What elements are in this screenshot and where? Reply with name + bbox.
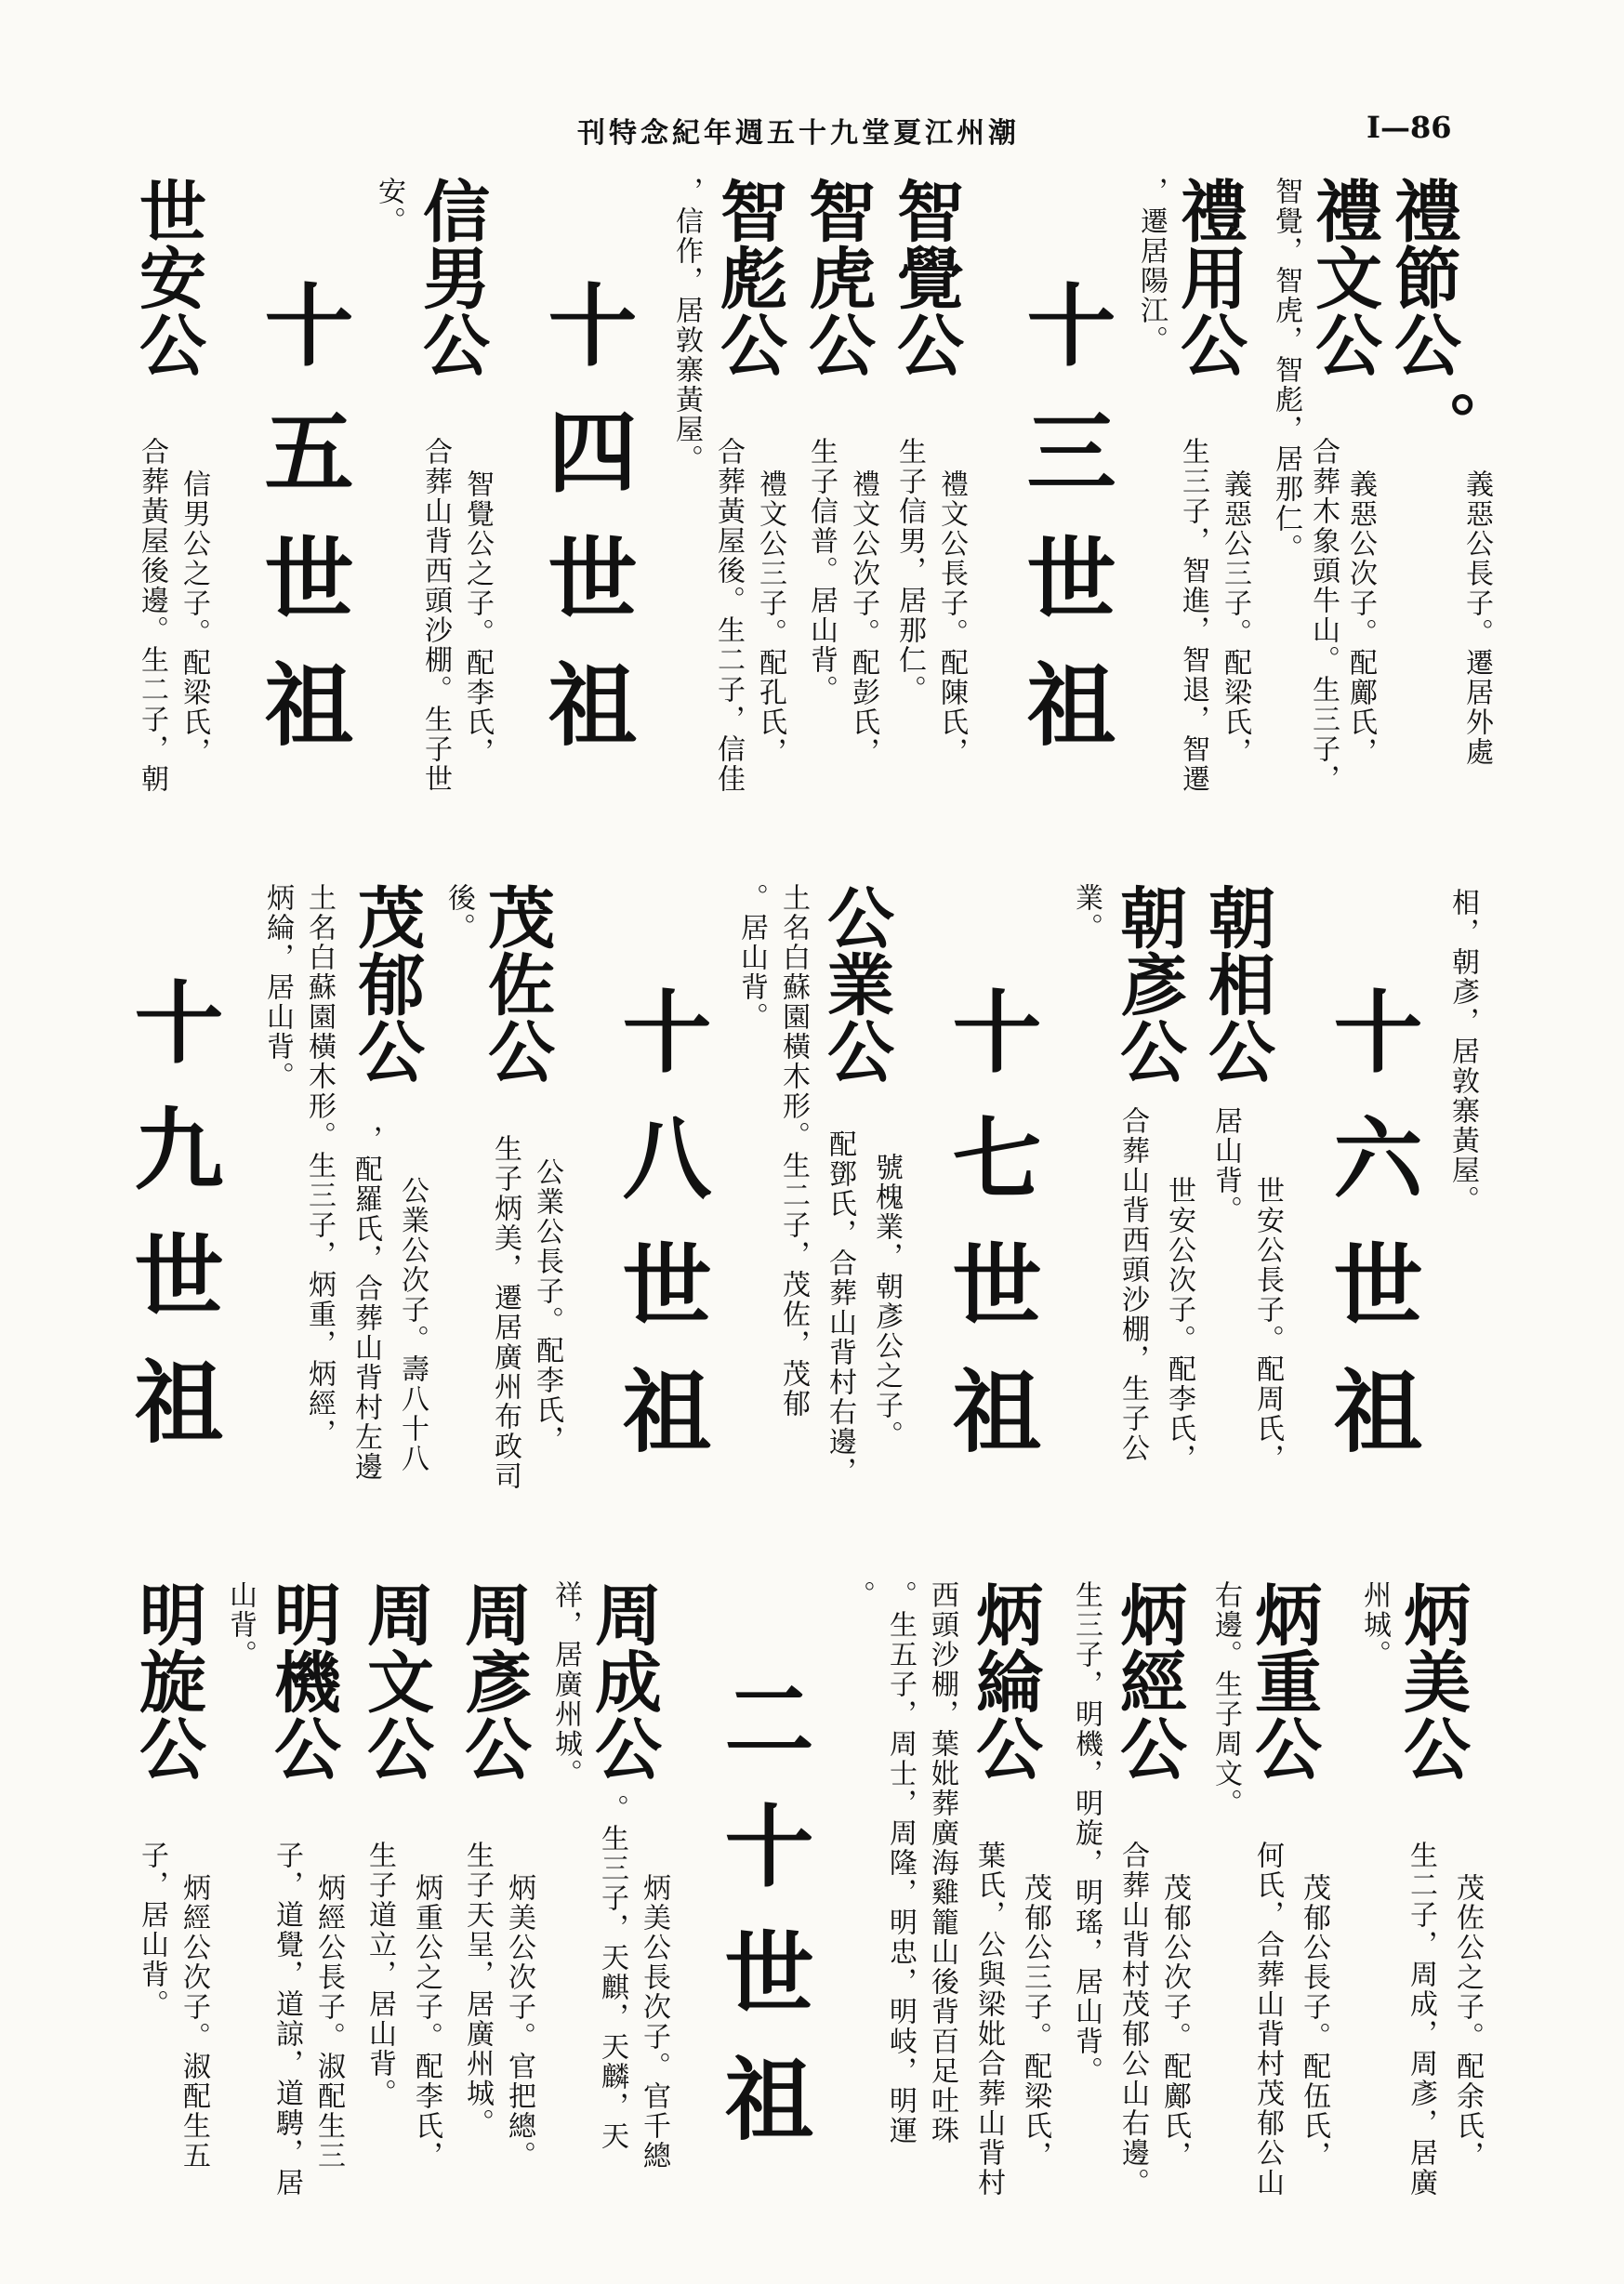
entry-note: 合葬黃屋後邊。生二子，朝 [136, 437, 168, 794]
entry-continuation: 炳綸，居山背。 [261, 883, 294, 1091]
entry-note: 合葬木象頭牛山。生三子， [1307, 437, 1340, 794]
entry-continuation: 州城。 [1358, 1580, 1391, 1670]
entry-note: 義惡公長子。遷居外處 [1460, 469, 1493, 767]
entry-name-chaoyan: 朝彥公 [1109, 883, 1188, 1084]
page-header [0, 110, 1624, 156]
entry-note: 生三子，智進，智退，智遷 [1177, 437, 1209, 794]
entry-name-mingji: 明機公 [263, 1580, 342, 1781]
entry-name-maozuo: 茂佐公 [477, 883, 556, 1084]
entry-note: 子，居山背。 [136, 1841, 168, 2019]
generation-heading-14: 十四世祖 [534, 279, 639, 785]
entry-continuation: 相，朝彥，居敦寨黃屋。 [1446, 888, 1479, 1215]
entry-name-bingzhong: 炳重公 [1244, 1580, 1323, 1781]
entry-continuation: 安。 [373, 177, 405, 236]
entry-note: 合葬山背西頭沙棚，生子公 [1116, 1106, 1149, 1463]
entry-continuation: ，信作，居敦寨黃屋。 [670, 177, 703, 474]
entry-continuation: 右邊。生子周文。 [1209, 1580, 1242, 1818]
entry-continuation: 土名白蘇園橫木形。生二子，茂佐，茂郁 [777, 883, 810, 1419]
entry-note: 禮文公長子。配陳氏， [935, 469, 968, 767]
entry-name-zhouyan: 周彥公 [454, 1580, 533, 1781]
entry-note: 生子天呈，居廣州城。 [461, 1841, 494, 2138]
entry-name-gongye: 公業公 [816, 883, 895, 1084]
entry-note: 世安公次子。配李氏， [1163, 1176, 1195, 1473]
entry-note: 生二子，周成，周彥，居廣 [1405, 1841, 1437, 2198]
entry-note: 禮文公次子。配彭氏， [847, 469, 879, 767]
entry-note: 子，道覺，道諒，道騁，居 [271, 1841, 303, 2198]
generation-heading-15: 十五世祖 [250, 279, 355, 785]
entry-name-shian: 世安公 [128, 177, 207, 377]
entry-note: 合葬山背西頭沙棚。生子世 [419, 437, 452, 794]
entry-name-liyong: 禮用公 [1169, 177, 1248, 377]
generation-heading-20: 二十世祖 [710, 1673, 815, 2179]
entry-note: 炳美公次子。官把總。 [503, 1873, 535, 2171]
entry-name-zhibiao: 智彪公 [709, 177, 788, 377]
entry-name-lijie: 禮節公 [1383, 177, 1462, 377]
entry-note: 茂佐公之子。配余氏， [1451, 1873, 1484, 2171]
entry-name-zhijue: 智覺公 [886, 177, 965, 377]
entry-continuation: 生三子，明機，明旋，明瑤，居山背。 [1070, 1580, 1102, 2086]
entry-note: 智覺公之子。配李氏， [461, 469, 494, 767]
entry-note: 生子炳美，遷居廣州布政司 [489, 1134, 522, 1491]
entry-note: 生子信男，居那仁。 [893, 437, 926, 705]
entry-note: 生子信普。居山背。 [805, 437, 838, 705]
entry-continuation: 土名白蘇園橫木形。生三子，炳重，炳經， [303, 883, 336, 1448]
publication-title: 潮州江夏堂九十五週年紀念特刊 [577, 117, 1020, 150]
entry-name-zhoucheng: 周成公 [584, 1580, 663, 1781]
entry-name-bingmei: 炳美公 [1393, 1580, 1472, 1781]
entry-note: 義惡公次子。配鄺氏， [1344, 469, 1377, 767]
entry-note: 生子道立，居山背。 [363, 1841, 396, 2108]
entry-note: 公業公長子。配李氏， [531, 1157, 563, 1455]
generation-heading-18: 十八世祖 [608, 985, 713, 1491]
entry-name-maoyu: 茂郁公 [347, 883, 426, 1084]
entry-note: 世安公長子。配周氏， [1251, 1176, 1284, 1473]
entry-note: 合葬黃屋後。生二子，信佳 [712, 437, 745, 794]
entry-note: ，配羅氏，合葬山背村左邊 [350, 1125, 382, 1482]
entry-continuation: 祥，居廣州城。 [549, 1580, 582, 1789]
entry-name-bingjing: 炳經公 [1109, 1580, 1188, 1781]
entry-continuation: 業。 [1070, 883, 1102, 943]
entry-note: 義惡公三子。配梁氏， [1219, 469, 1251, 767]
entry-name-zhihu: 智虎公 [798, 177, 877, 377]
entry-continuation: 西頭沙棚，葉妣葬廣海雞籠山後背百足吐珠 [926, 1580, 958, 2145]
entry-continuation: 山背。 [224, 1580, 257, 1670]
entry-continuation: ，遷居陽江。 [1135, 177, 1168, 355]
entry-note: 何氏，合葬山背村茂郁公山 [1251, 1841, 1284, 2198]
entry-note: 炳重公之子。配李氏， [410, 1873, 442, 2171]
entry-name-binglun: 炳綸公 [965, 1580, 1044, 1781]
entry-name-mingxuan: 明旋公 [128, 1580, 207, 1781]
entry-note: 居山背。 [1209, 1106, 1242, 1225]
entry-name-xinnan: 信男公 [412, 177, 491, 377]
generation-heading-19: 十九世祖 [120, 976, 225, 1482]
entry-note: 炳經公長子。淑配生三 [312, 1873, 345, 2171]
entry-note: 炳美公長次子。官千總 [638, 1873, 670, 2171]
entry-note: 號槐業，朝彥公之子。 [870, 1153, 903, 1450]
generation-heading-17: 十七世祖 [938, 985, 1043, 1491]
entry-note: 信男公之子。配梁氏， [178, 469, 210, 767]
entry-continuation: 智覺，智虎，智彪，居那仁。 [1270, 177, 1302, 563]
entry-continuation: 後。 [442, 883, 475, 943]
entry-note: 葉氏，公與梁妣合葬山背村 [972, 1841, 1005, 2198]
page-number: I—86 [1367, 110, 1452, 145]
entry-name-zhouwen: 周文公 [356, 1580, 435, 1781]
generation-heading-13: 十三世祖 [1012, 279, 1117, 785]
entry-continuation: 。居山背。 [735, 883, 768, 1032]
entry-name-liwen: 禮文公 [1304, 177, 1383, 377]
entry-note: 合葬山背村茂郁公山右邊。 [1116, 1841, 1149, 2198]
entry-note: 茂郁公長子。配伍氏， [1298, 1873, 1330, 2171]
entry-name-lijie-tail: 。 [1399, 390, 1478, 457]
entry-note: 茂郁公三子。配梁氏， [1019, 1873, 1051, 2171]
generation-heading-16: 十六世祖 [1319, 985, 1424, 1491]
entry-name-chaoxiang: 朝相公 [1197, 883, 1276, 1084]
entry-note: 茂郁公次子。配鄺氏， [1158, 1873, 1191, 2171]
entry-note: 配鄧氏，合葬山背村右邊， [824, 1129, 856, 1486]
entry-note: 炳經公次子。淑配生五 [178, 1873, 210, 2171]
entry-continuation: 。 [842, 1580, 875, 1610]
entry-note: 公業公次子。壽八十八 [396, 1176, 429, 1473]
entry-note: 。生三子，天麒，天麟，天 [596, 1794, 628, 2151]
entry-continuation: 。生五子，周士，周隆，明忠，明岐，明運 [884, 1580, 917, 2145]
entry-note: 禮文公三子。配孔氏， [754, 469, 786, 767]
